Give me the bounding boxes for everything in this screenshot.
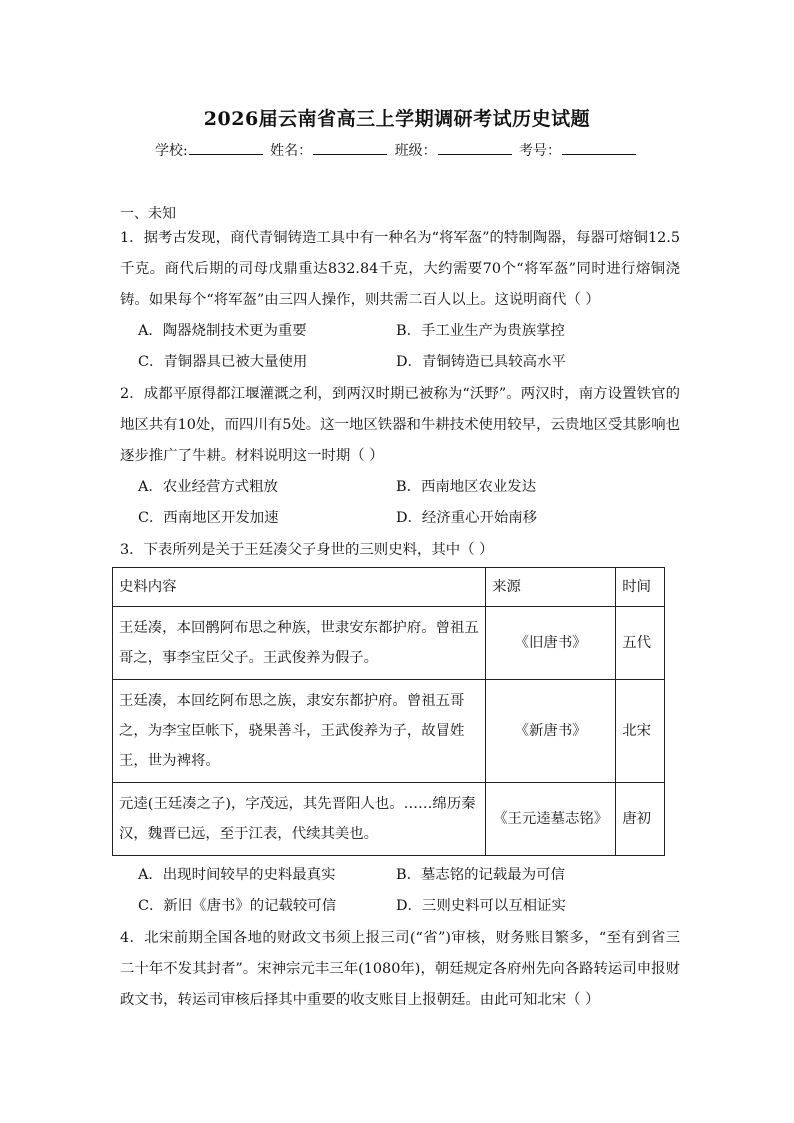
question-1-option-a: A．陶器烧制技术更为重要 [138, 323, 307, 339]
question-1-options-row-2 [138, 347, 698, 378]
exam-no-blank [562, 140, 636, 155]
student-info-line [0, 140, 794, 160]
page-title: 2026届云南省高三上学期调研考试历史试题 [203, 108, 591, 130]
table-cell-source: 《旧唐书》 [486, 607, 616, 680]
question-2-option-b: B．西南地区农业发达 [396, 479, 537, 495]
question-2-option-a: A．农业经营方式粗放 [138, 479, 278, 495]
question-2-options-row-2 [138, 503, 698, 534]
table-cell-content: 元逵(王廷凑之子)，字茂远，其先晋阳人也。……绵历秦汉，魏晋已远，至于江表，代续其美也。 [113, 783, 486, 856]
table-header-row [113, 568, 665, 607]
section-heading: 一、未知 [120, 206, 176, 222]
question-2-text: 2．成都平原得都江堰灌溉之利，到两汉时期已被称为“沃野”。两汉时，南方设置铁官的地区共有10处，而四川有5处。这一地区铁器和牛耕技术使用较早，云贵地区受其影响也逐步推广了牛耕。材料说明这一时期（ ） [120, 386, 680, 464]
table-cell-time: 北宋 [616, 680, 665, 783]
table-cell-source: 《新唐书》 [486, 680, 616, 783]
table-row [113, 680, 665, 783]
source-table [112, 567, 665, 856]
table-cell-content: 王廷凑，本回纥阿布思之族，隶安东都护府。曾祖五哥之，为李宝臣帐下，骁果善斗，王武俊养为子，故冒姓王，世为裨将。 [113, 680, 486, 783]
table-row [113, 607, 665, 680]
question-1-options-row-1 [138, 316, 698, 347]
question-3-option-a: A．出现时间较早的史料最真实 [138, 867, 336, 883]
class-label: 班级： [394, 143, 437, 159]
table-row [113, 783, 665, 856]
question-3-options-row-2 [138, 891, 698, 922]
school-label: 学校: [154, 143, 188, 159]
question-2-option-d: D．经济重心开始南移 [396, 510, 538, 526]
school-blank [189, 140, 263, 155]
table-header-content: 史料内容 [113, 568, 486, 607]
name-blank [313, 140, 387, 155]
question-3-options-row-1 [138, 860, 698, 891]
table-cell-time: 五代 [616, 607, 665, 680]
table-header-source: 来源 [486, 568, 616, 607]
question-3-option-c: C．新旧《唐书》的记载较可信 [138, 898, 337, 914]
name-label: 姓名： [270, 143, 313, 159]
question-1-text: 1．据考古发现，商代青铜铸造工具中有一种名为“将军盔”的特制陶器，每器可熔铜12.5千克。商代后期的司母戊鼎重达832.84千克，大约需要70个“将军盔”同时进行熔铜浇铸。如果每个“将军盔”由三四人操作，则共需二百人以上。这说明商代（ ） [120, 230, 680, 308]
table-cell-content: 王廷凑，本回鹘阿布思之种族，世隶安东都护府。曾祖五哥之，事李宝臣父子。王武俊养为假子。 [113, 607, 486, 680]
question-2-option-c: C．西南地区开发加速 [138, 510, 279, 526]
question-2-options-row-1 [138, 472, 698, 503]
table-header-time: 时间 [616, 568, 665, 607]
table-cell-source: 《王元逵墓志铭》 [486, 783, 616, 856]
question-4-text: 4．北宋前期全国各地的财政文书须上报三司(“省”)审核，财务账目繁多，“至有到省三二十年不发其封者”。宋神宗元丰三年(1080年)，朝廷规定各府州先向各路转运司申报财政文书，转运司审核后择其中重要的收支账目上报朝廷。由此可知北宋（ ） [120, 930, 680, 1008]
question-1-option-b: B．手工业生产为贵族掌控 [396, 323, 565, 339]
question-3-text: 3．下表所列是关于王廷凑父子身世的三则史料，其中（ ） [120, 542, 494, 558]
question-1-option-d: D．青铜铸造已具较高水平 [396, 354, 566, 370]
class-blank [438, 140, 512, 155]
exam-no-label: 考号： [519, 143, 562, 159]
question-3-option-b: B．墓志铭的记载最为可信 [396, 867, 565, 883]
question-3-option-d: D．三则史料可以互相证实 [396, 898, 566, 914]
question-1-option-c: C．青铜器具已被大量使用 [138, 354, 308, 370]
table-cell-time: 唐初 [616, 783, 665, 856]
